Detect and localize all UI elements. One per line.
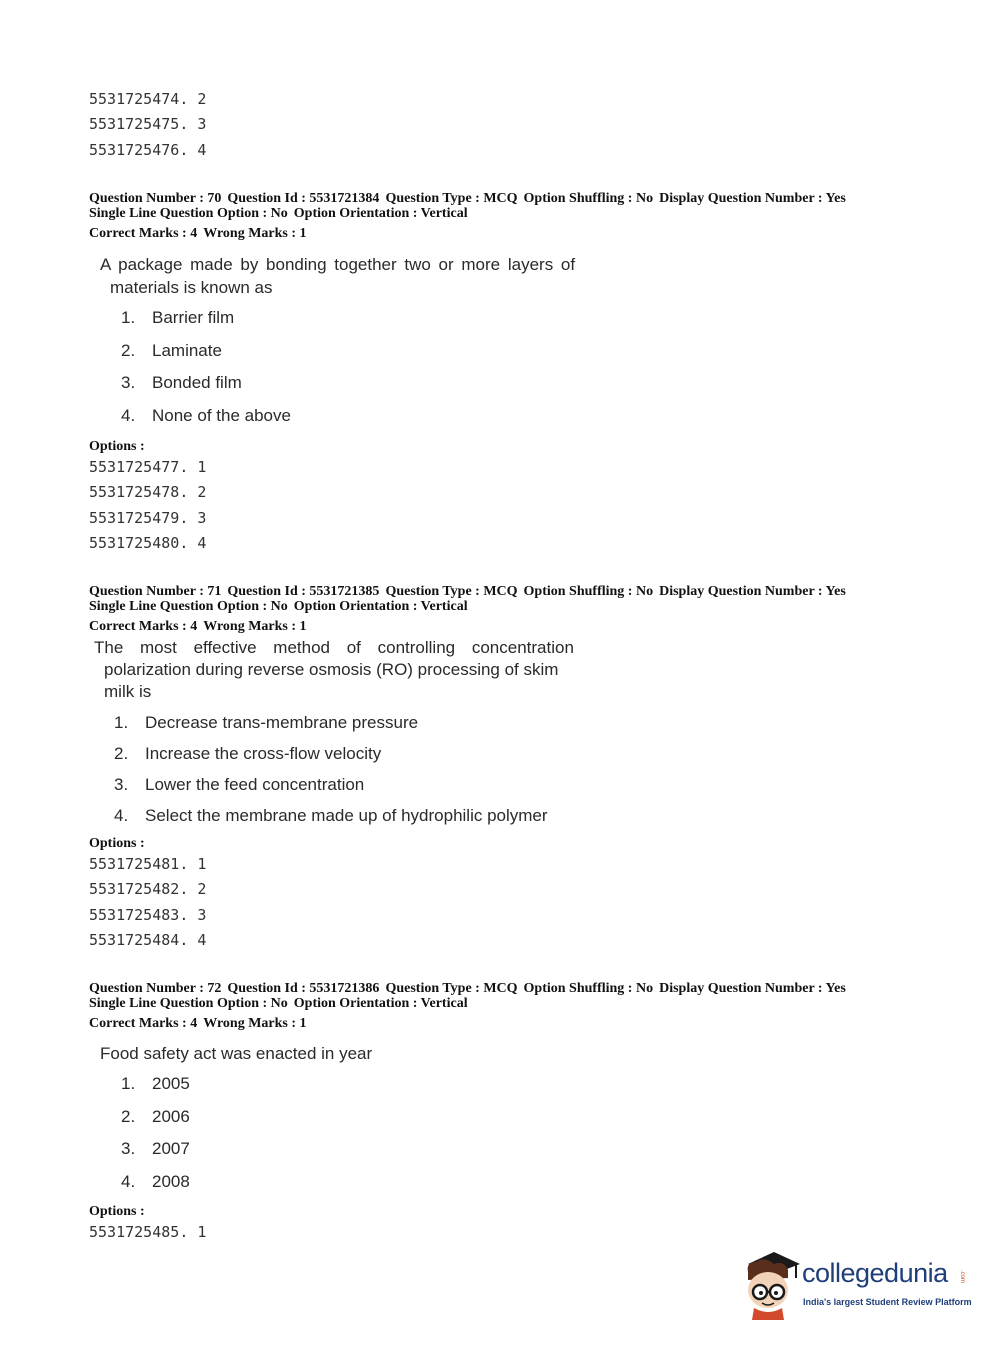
question-72-options-list — [89, 1220, 206, 1245]
question-72-text: Food safety act was enacted in year — [100, 1044, 373, 1063]
option-row: 5531725481. 1 — [89, 855, 207, 873]
question-71-options-list — [89, 852, 206, 953]
option-row: 5531725484. 4 — [89, 930, 207, 949]
option-row: 5531725474. 2 — [89, 90, 207, 108]
choice-item: 2. 2006 — [121, 1106, 190, 1126]
question-72-meta: Question Number : 72 Question Id : 5531721386 Question Type : MCQ Option Shuffling : No Display Question Number : Yes Single Line Question Option : No Option Orientation : Vertical Correct Marks : 4 Wrong Marks : 1 — [89, 981, 846, 1031]
question-70-options-label: Options : — [89, 439, 145, 454]
option-row: 5531725476. 4 — [89, 140, 207, 159]
mascot-icon — [740, 1250, 802, 1320]
choice-item: 4. Select the membrane made up of hydrophilic polymer — [114, 806, 548, 825]
question-70-options-list — [89, 455, 206, 556]
question-72-options-label: Options : — [89, 1204, 145, 1219]
question-71-text: The most effective method of controlling concentration polarization during reverse osmosis (RO) processing of skim milk is — [94, 638, 574, 701]
choice-item: 3. Lower the feed concentration — [114, 775, 365, 794]
choice-item: 3. 2007 — [121, 1139, 190, 1158]
choice-item: 4. 2008 — [121, 1171, 190, 1191]
option-row: 5531725479. 3 — [89, 508, 207, 527]
collegedunia-logo — [740, 1250, 970, 1320]
option-row: 5531725477. 1 — [89, 458, 207, 476]
choice-item: 4. None of the above — [121, 405, 291, 425]
choice-item: 2. Laminate — [121, 340, 222, 360]
logo-wordmark: collegedunia — [802, 1258, 948, 1288]
choice-item: 1. 2005 — [121, 1074, 190, 1093]
question-70-meta: Question Number : 70 Question Id : 5531721384 Question Type : MCQ Option Shuffling : No Display Question Number : Yes Single Line Question Option : No Option Orientation : Vertical Correct Marks : 4 Wrong Marks : 1 — [89, 191, 846, 241]
choice-item: 2. Increase the cross-flow velocity — [114, 744, 382, 763]
option-row: 5531725485. 1 — [89, 1223, 207, 1241]
option-row: 5531725478. 2 — [89, 483, 207, 502]
option-row: 5531725480. 4 — [89, 533, 207, 552]
choice-item: 1. Decrease trans-membrane pressure — [114, 713, 419, 732]
question-71-options-label: Options : — [89, 836, 145, 851]
choice-item: 1. Barrier film — [121, 308, 235, 327]
logo-dotcom: .com — [959, 1270, 965, 1284]
option-row: 5531725475. 3 — [89, 115, 207, 134]
option-row: 5531725482. 2 — [89, 880, 207, 899]
question-70-text: A package made by bonding together two or more layers of materials is known as — [100, 255, 576, 297]
question-71-meta: Question Number : 71 Question Id : 5531721385 Question Type : MCQ Option Shuffling : No Display Question Number : Yes Single Line Question Option : No Option Orientation : Vertical Correct Marks : 4 Wrong Marks : 1 — [89, 584, 846, 634]
option-row: 5531725483. 3 — [89, 905, 207, 924]
choice-item: 3. Bonded film — [121, 373, 242, 392]
question-71-choices — [114, 713, 548, 837]
logo-tagline: India's largest Student Review Platform — [803, 1297, 972, 1307]
question-72-choices — [121, 1074, 190, 1204]
prev-options-list — [89, 87, 206, 163]
question-70-choices — [121, 308, 291, 438]
